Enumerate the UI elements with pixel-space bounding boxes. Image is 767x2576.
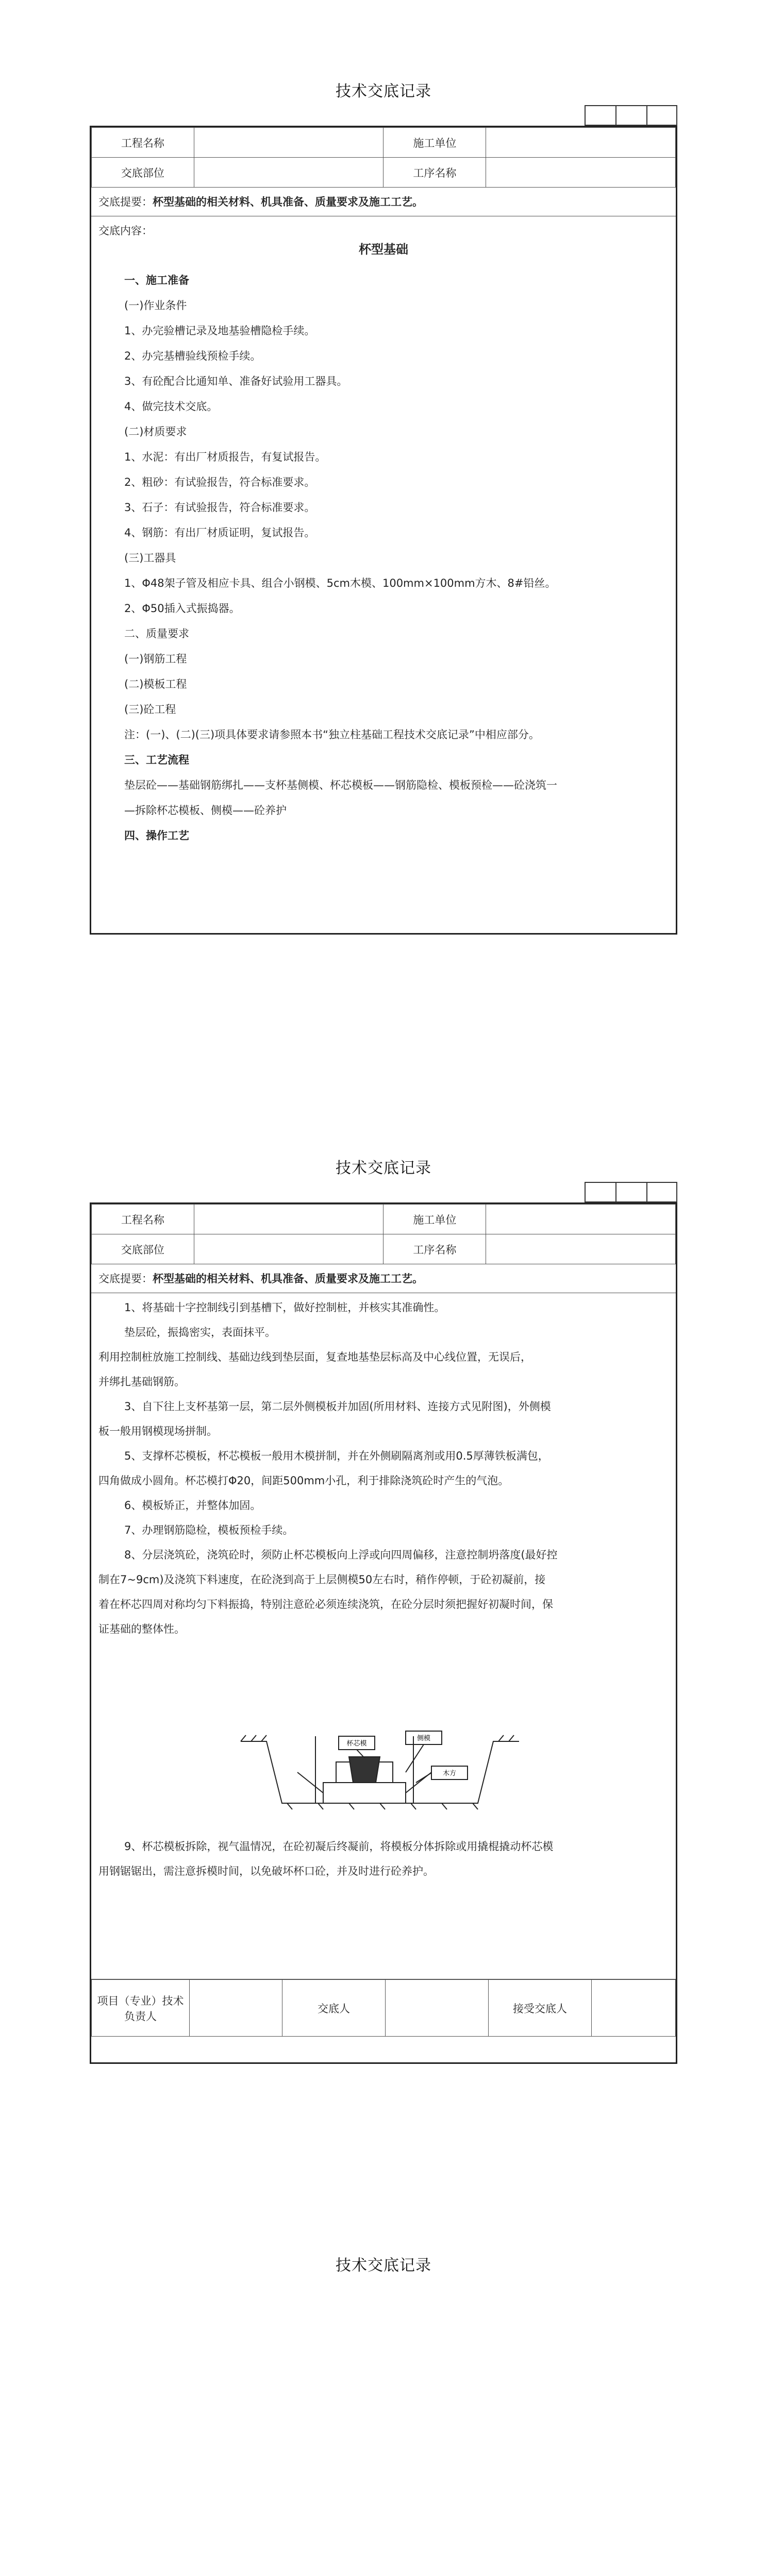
page1-content: [91, 216, 676, 902]
summary-text: 杯型基础的相关材料、机具准备、质量要求及施工工艺。: [153, 1273, 423, 1285]
text-line: 9、杯芯模板拆除，视气温情况，在砼初凝后终凝前，将模板分体拆除或用撬棍撬动杯芯模: [124, 1840, 554, 1853]
text-line: 用钢锯锯出，需注意拆模时间，以免破坏杯口砼，并及时进行砼养护。: [98, 1865, 434, 1877]
cup-core-label: 杯芯模: [346, 1740, 367, 1748]
section-heading: 杯型基础: [359, 242, 408, 257]
project-name-label: 工程名称: [92, 1205, 194, 1234]
page2-header-table: [91, 1204, 676, 1264]
discloser-value[interactable]: [386, 1980, 489, 2037]
text-line: (三)工器具: [124, 552, 176, 564]
text-line: 2、粗砂：有试验报告，符合标准要求。: [124, 476, 315, 488]
foundation-formwork-figure: [236, 1726, 524, 1824]
text-line: 3、有砼配合比通知单、准备好试验用工器具。: [124, 375, 348, 387]
receiver-label: 接受交底人: [489, 1980, 592, 2037]
project-name-value[interactable]: [194, 128, 384, 158]
page1-header-table: [91, 127, 676, 188]
discloser-label: 交底人: [282, 1980, 386, 2037]
text-line: 板一般用钢模现场拼制。: [98, 1425, 218, 1437]
page1-sheet: [90, 126, 677, 935]
support-label: 木方: [442, 1770, 457, 1777]
page2-number-boxes: [585, 1182, 677, 1202]
text-line: 二、质量要求: [124, 628, 189, 640]
project-name-value[interactable]: [194, 1205, 384, 1234]
text-line: 四、操作工艺: [124, 829, 189, 842]
text-line: 4、做完技术交底。: [124, 400, 218, 413]
text-line: (二)材质要求: [124, 426, 187, 438]
signature-table: [91, 1979, 676, 2037]
text-line: 1、办完验槽记录及地基验槽隐检手续。: [124, 325, 315, 337]
process-name-label: 工序名称: [384, 158, 486, 188]
text-line: (二)模板工程: [124, 678, 187, 690]
content-prefix: 交底内容：: [98, 225, 153, 237]
text-line: 1、将基础十字控制线引到基槽下，做好控制桩，并核实其准确性。: [124, 1301, 445, 1314]
disclosure-dept-label: 交底部位: [92, 158, 194, 188]
text-line: 着在杯芯四周对称均匀下料振捣，特别注意砼必须连续浇筑，在砼分层时须把握好初凝时间，保: [98, 1598, 553, 1611]
text-line: 注：(一)、(二)(三)项具体要求请参照本书“独立柱基础工程技术交底记录”中相应部分。: [124, 728, 540, 741]
page2-title: 技术交底记录: [336, 1159, 431, 1177]
page1-title: 技术交底记录: [336, 82, 431, 100]
text-line: (一)作业条件: [124, 299, 187, 312]
page1-number-boxes: [585, 105, 677, 126]
text-line: (三)砼工程: [124, 703, 176, 716]
text-line: 证基础的整体性。: [98, 1623, 185, 1635]
side-form-label: 侧模: [416, 1735, 431, 1742]
text-line: —拆除杯芯模板、侧模——砼养护: [124, 804, 287, 817]
page2-content: [91, 1293, 676, 1979]
project-lead-value[interactable]: [190, 1980, 282, 2037]
text-line: 8、分层浇筑砼，浇筑砼时，须防止杯芯模板向上浮或向四周偏移，注意控制坍落度(最好控: [124, 1549, 558, 1561]
text-line: 垫层砼——基础钢筋绑扎——支杯基侧模、杯芯模板——钢筋隐检、模板预检——砼浇筑一: [124, 779, 557, 791]
text-line: 利用控制桩放施工控制线、基础边线到垫层面，复查地基垫层标高及中心线位置，无误后，: [98, 1351, 531, 1363]
process-name-label: 工序名称: [384, 1234, 486, 1264]
text-line: 6、模板矫正，并整体加固。: [124, 1499, 261, 1512]
page2-sheet: [90, 1202, 677, 2064]
text-line: 1、Φ48架子管及相应卡具、组合小钢模、5cm木模、100mm×100mm方木、8#铅丝。: [124, 577, 556, 589]
text-line: 一、施工准备: [124, 274, 189, 286]
text-line: 3、自下往上支杯基第一层，第二层外侧模板并加固(所用材料、连接方式见附图)，外侧模: [124, 1400, 551, 1413]
text-line: 制在7~9cm)及浇筑下料速度，在砼浇到高于上层侧模50左右时，稍作停顿，于砼初凝前，接: [98, 1573, 546, 1586]
process-name-value[interactable]: [486, 1234, 676, 1264]
text-line: 垫层砼，振捣密实，表面抹平。: [124, 1326, 276, 1338]
page3-title: 技术交底记录: [336, 2257, 431, 2275]
disclosure-dept-value[interactable]: [194, 1234, 384, 1264]
text-line: 四角做成小圆角。杯芯模打Φ20，间距500mm小孔，利于排除浇筑砼时产生的气泡。: [98, 1475, 509, 1487]
page1-summary-row: [91, 188, 676, 216]
receiver-value[interactable]: [592, 1980, 676, 2037]
text-line: (一)钢筋工程: [124, 653, 187, 665]
summary-prefix: 交底提要：: [98, 196, 153, 208]
text-line: 4、钢筋：有出厂材质证明，复试报告。: [124, 527, 315, 539]
project-lead-label: 项目（专业）技术负责人: [92, 1980, 190, 2037]
text-line: 2、Φ50插入式振捣器。: [124, 602, 240, 615]
text-line: 三、工艺流程: [124, 754, 189, 766]
construction-unit-label: 施工单位: [384, 1205, 486, 1234]
text-line: 7、办理钢筋隐检，模板预检手续。: [124, 1524, 294, 1536]
text-line: 并绑扎基础钢筋。: [98, 1376, 185, 1388]
project-name-label: 工程名称: [92, 128, 194, 158]
construction-unit-label: 施工单位: [384, 128, 486, 158]
text-line: 2、办完基槽验线预检手续。: [124, 350, 261, 362]
construction-unit-value[interactable]: [486, 128, 676, 158]
disclosure-dept-value[interactable]: [194, 158, 384, 188]
disclosure-dept-label: 交底部位: [92, 1234, 194, 1264]
summary-prefix: 交底提要：: [98, 1273, 153, 1285]
summary-text: 杯型基础的相关材料、机具准备、质量要求及施工工艺。: [153, 196, 423, 208]
text-line: 1、水泥：有出厂材质报告，有复试报告。: [124, 451, 326, 463]
text-line: 5、支撑杯芯模板，杯芯模板一般用木模拼制，并在外侧刷隔离剂或用0.5厚薄铁板满包，: [124, 1450, 549, 1462]
process-name-value[interactable]: [486, 158, 676, 188]
construction-unit-value[interactable]: [486, 1205, 676, 1234]
page2-summary-row: [91, 1264, 676, 1293]
text-line: 3、石子：有试验报告，符合标准要求。: [124, 501, 315, 514]
